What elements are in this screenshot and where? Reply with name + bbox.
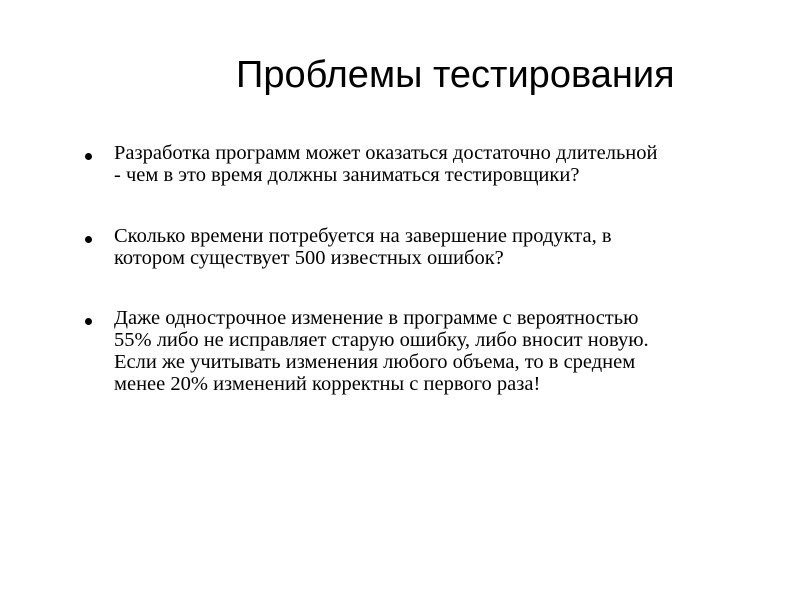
bullet-text: Разработка программ может оказаться достаточно длительной - чем в это время должны заниматься тестировщики? bbox=[114, 142, 658, 186]
slide-title: Проблемы тестирования bbox=[236, 54, 675, 96]
bullet-dot-icon bbox=[85, 236, 92, 243]
bullet-dot-icon bbox=[85, 318, 92, 325]
bullet-text: Сколько времени потребуется на завершение продукта, в котором существует 500 известных ошибок? bbox=[114, 225, 612, 269]
bullet-dot-icon bbox=[85, 153, 92, 160]
bullet-text: Даже однострочное изменение в программе с вероятностью 55% либо не исправляет старую ошибку, либо вносит новую. Если же учитывать изменения любого объема, то в среднем менее 20% изменений корректны с первого раза! bbox=[114, 307, 649, 395]
